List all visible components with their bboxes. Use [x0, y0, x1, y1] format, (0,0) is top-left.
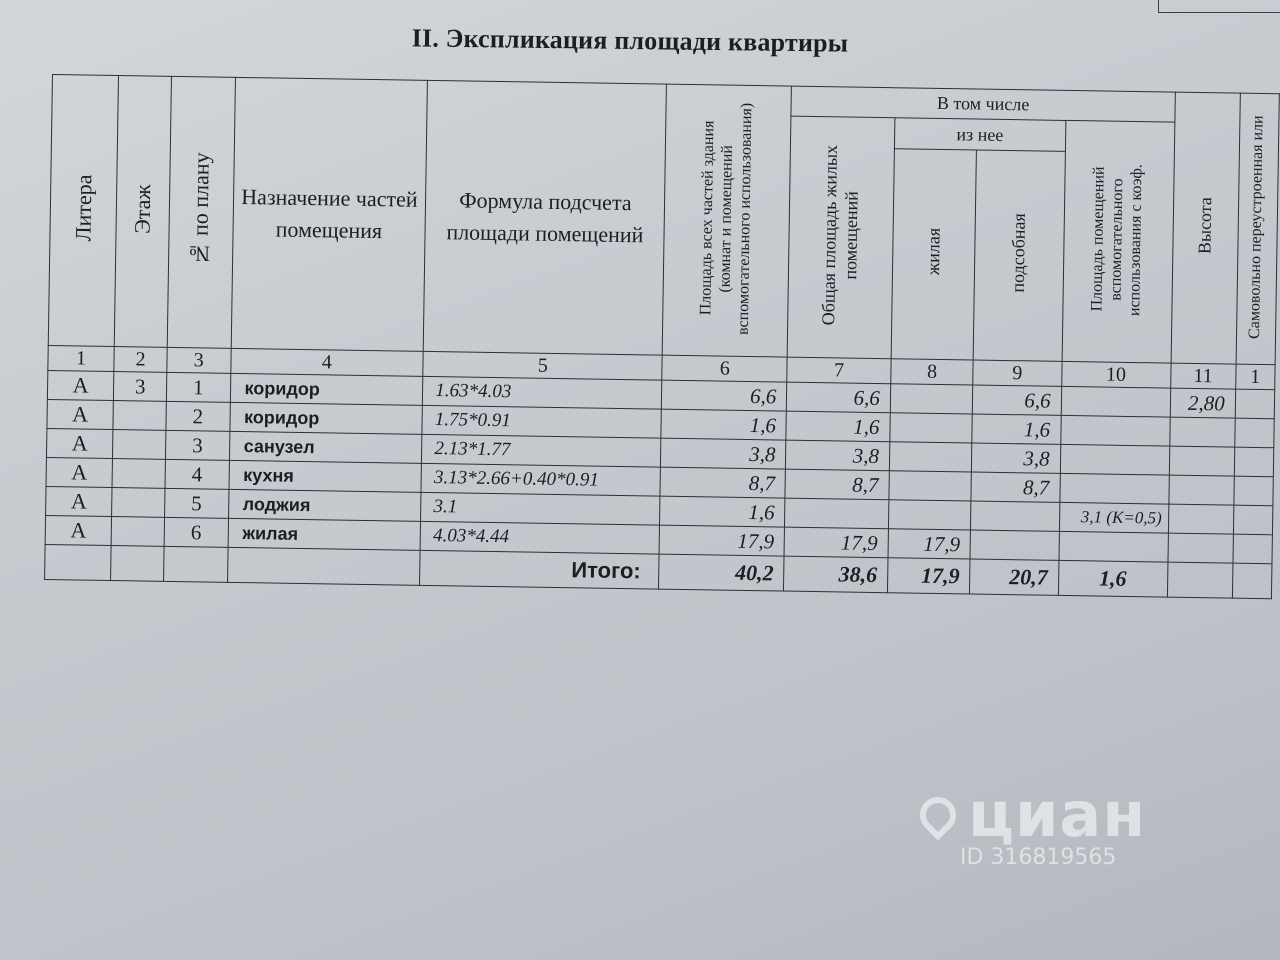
- document-title: II. Экспликация площади квартиры: [411, 23, 849, 58]
- cell-area-total: 17,9: [659, 525, 784, 556]
- header-zhilaya: жилая: [891, 149, 977, 360]
- cell-area-total: 6,6: [662, 380, 787, 411]
- header-litera: Литера: [48, 75, 118, 347]
- cell-name: кухня: [228, 460, 421, 492]
- cell-formula: 2.13*1.77: [422, 434, 662, 467]
- cell-etazh: [113, 401, 166, 431]
- cell-extra: [1233, 505, 1273, 535]
- cell-etazh: [112, 459, 165, 489]
- cell-extra: [1234, 447, 1274, 477]
- cell-name: лоджия: [228, 489, 421, 521]
- cell-nomer: 3: [165, 430, 229, 460]
- cell-height: [1168, 504, 1234, 534]
- cell-height: [1169, 446, 1235, 476]
- corner-frame: [1158, 0, 1280, 13]
- column-number: 6: [662, 355, 787, 382]
- cell-litera: А: [46, 457, 113, 487]
- cell-nomer: [164, 546, 228, 582]
- cell-area-living: [890, 413, 973, 443]
- header-nomer: № по плану: [167, 76, 235, 348]
- cell-extra: [1233, 534, 1273, 564]
- cell-area-coef: [1059, 473, 1168, 504]
- total-area-living-total: 38,6: [784, 556, 888, 593]
- cell-area-coef: [1059, 531, 1168, 562]
- cell-formula: 4.03*4.44: [420, 521, 660, 554]
- cell-name: коридор: [230, 373, 423, 405]
- cell-area-aux: 6,6: [973, 385, 1062, 415]
- cell-formula: 3.13*2.66+0.40*0.91: [421, 463, 661, 496]
- cell-nomer: 2: [166, 401, 230, 431]
- cell-area-aux: 1,6: [972, 414, 1061, 444]
- column-number: 8: [891, 359, 974, 385]
- cell-formula: 1.63*4.03: [423, 376, 663, 409]
- watermark-logo: [920, 778, 1146, 851]
- cell-area-living-total: 1,6: [786, 411, 890, 442]
- cell-nomer: 5: [165, 488, 229, 518]
- cell-nomer: 4: [165, 459, 229, 489]
- cell-litera: А: [46, 486, 113, 516]
- total-label: Итого:: [420, 550, 660, 589]
- cell-area-living-total: 8,7: [785, 469, 889, 500]
- cell-area-total: 1,6: [661, 409, 786, 440]
- cell-litera: А: [47, 399, 114, 429]
- header-etazh: Этаж: [114, 76, 171, 348]
- cell-etazh: [111, 545, 164, 581]
- cell-name: [227, 547, 420, 585]
- cell-area-aux: [971, 501, 1060, 531]
- cell-litera: [45, 544, 112, 580]
- cell-area-total: 1,6: [660, 496, 785, 527]
- cell-area-aux: 8,7: [971, 472, 1060, 502]
- column-number: 1: [1235, 364, 1275, 390]
- cell-nomer: 1: [166, 372, 230, 402]
- cell-formula: 3.1: [421, 492, 661, 525]
- cell-area-coef: 3,1 (K=0,5): [1059, 502, 1168, 533]
- cell-height: [1167, 562, 1233, 598]
- cell-area-aux: 3,8: [972, 443, 1061, 473]
- column-number: 5: [423, 351, 663, 380]
- total-area-total: 40,2: [659, 554, 784, 591]
- cell-name: коридор: [229, 402, 422, 434]
- column-number: 4: [230, 348, 423, 376]
- cell-height: 2,80: [1170, 388, 1236, 418]
- cell-area-total: 8,7: [660, 467, 785, 498]
- explication-table: [44, 74, 1280, 599]
- cell-etazh: [111, 516, 164, 546]
- header-podsobnaya: подсобная: [973, 150, 1065, 361]
- cell-area-living: [889, 442, 972, 472]
- cell-height: [1168, 533, 1234, 563]
- total-area-coef: 1,6: [1058, 560, 1168, 597]
- watermark: [920, 778, 1146, 870]
- cell-area-aux: [970, 530, 1059, 560]
- cell-area-total: 3,8: [661, 438, 786, 469]
- header-formula: Формула подсчета площади помещений: [423, 80, 666, 355]
- cell-litera: А: [45, 515, 112, 545]
- location-pin-icon: [913, 789, 964, 840]
- cell-height: [1169, 417, 1235, 447]
- header-iz-nee: из нее: [894, 118, 1065, 152]
- header-v-tom-chisle: В том числе: [791, 86, 1175, 122]
- cell-formula: 1.75*0.91: [422, 405, 662, 438]
- column-number: 10: [1061, 361, 1170, 388]
- cell-area-coef: [1061, 386, 1170, 417]
- cell-height: [1168, 475, 1234, 505]
- header-ploshchad-vseh: Площадь всех частей здания (комнат и помещений вспомогательного использования): [663, 84, 792, 357]
- cell-etazh: [113, 430, 166, 460]
- cell-area-living: [890, 384, 973, 414]
- cell-litera: А: [47, 370, 114, 400]
- cell-etazh: 3: [114, 372, 167, 402]
- cell-name: жилая: [228, 518, 421, 550]
- column-number: 1: [48, 345, 115, 371]
- watermark-id: ID 316819565: [960, 845, 1117, 870]
- column-number: 9: [973, 360, 1062, 386]
- column-number: 2: [114, 347, 167, 373]
- total-area-aux: 20,7: [970, 559, 1059, 595]
- cell-etazh: [112, 487, 165, 517]
- cell-area-living: [889, 471, 972, 501]
- cell-name: санузел: [229, 431, 422, 463]
- cell-area-living-total: 17,9: [784, 527, 888, 558]
- cell-area-coef: [1060, 415, 1169, 446]
- explication-table-wrapper: [44, 74, 1280, 599]
- total-area-living: 17,9: [887, 558, 970, 594]
- column-number: 11: [1170, 363, 1236, 389]
- cell-area-living-total: 3,8: [786, 440, 890, 471]
- column-number: 7: [787, 357, 891, 384]
- cell-area-coef: [1060, 444, 1169, 475]
- watermark-brand: циан: [968, 778, 1147, 851]
- cell-extra: [1235, 418, 1275, 448]
- cell-extra: [1234, 476, 1274, 506]
- header-vspomog: Площадь помещений вспомогательного использования с коэф.: [1062, 120, 1175, 363]
- cell-extra: [1232, 563, 1272, 599]
- column-number: 3: [167, 347, 231, 373]
- cell-area-living-total: [785, 498, 889, 529]
- cell-nomer: 6: [164, 517, 228, 547]
- cell-area-living: [888, 500, 971, 530]
- header-obshchaya: Общая площадь жилых помещений: [788, 116, 895, 359]
- cell-extra: [1235, 389, 1275, 419]
- cell-area-living: 17,9: [888, 529, 971, 559]
- header-naznachenie: Назначение частей помещения: [231, 77, 428, 351]
- cell-litera: А: [46, 428, 113, 458]
- header-vysota: Высота: [1171, 92, 1240, 364]
- cell-area-living-total: 6,6: [787, 382, 891, 413]
- header-samovolno: Самовольно переустроенная или: [1236, 93, 1279, 365]
